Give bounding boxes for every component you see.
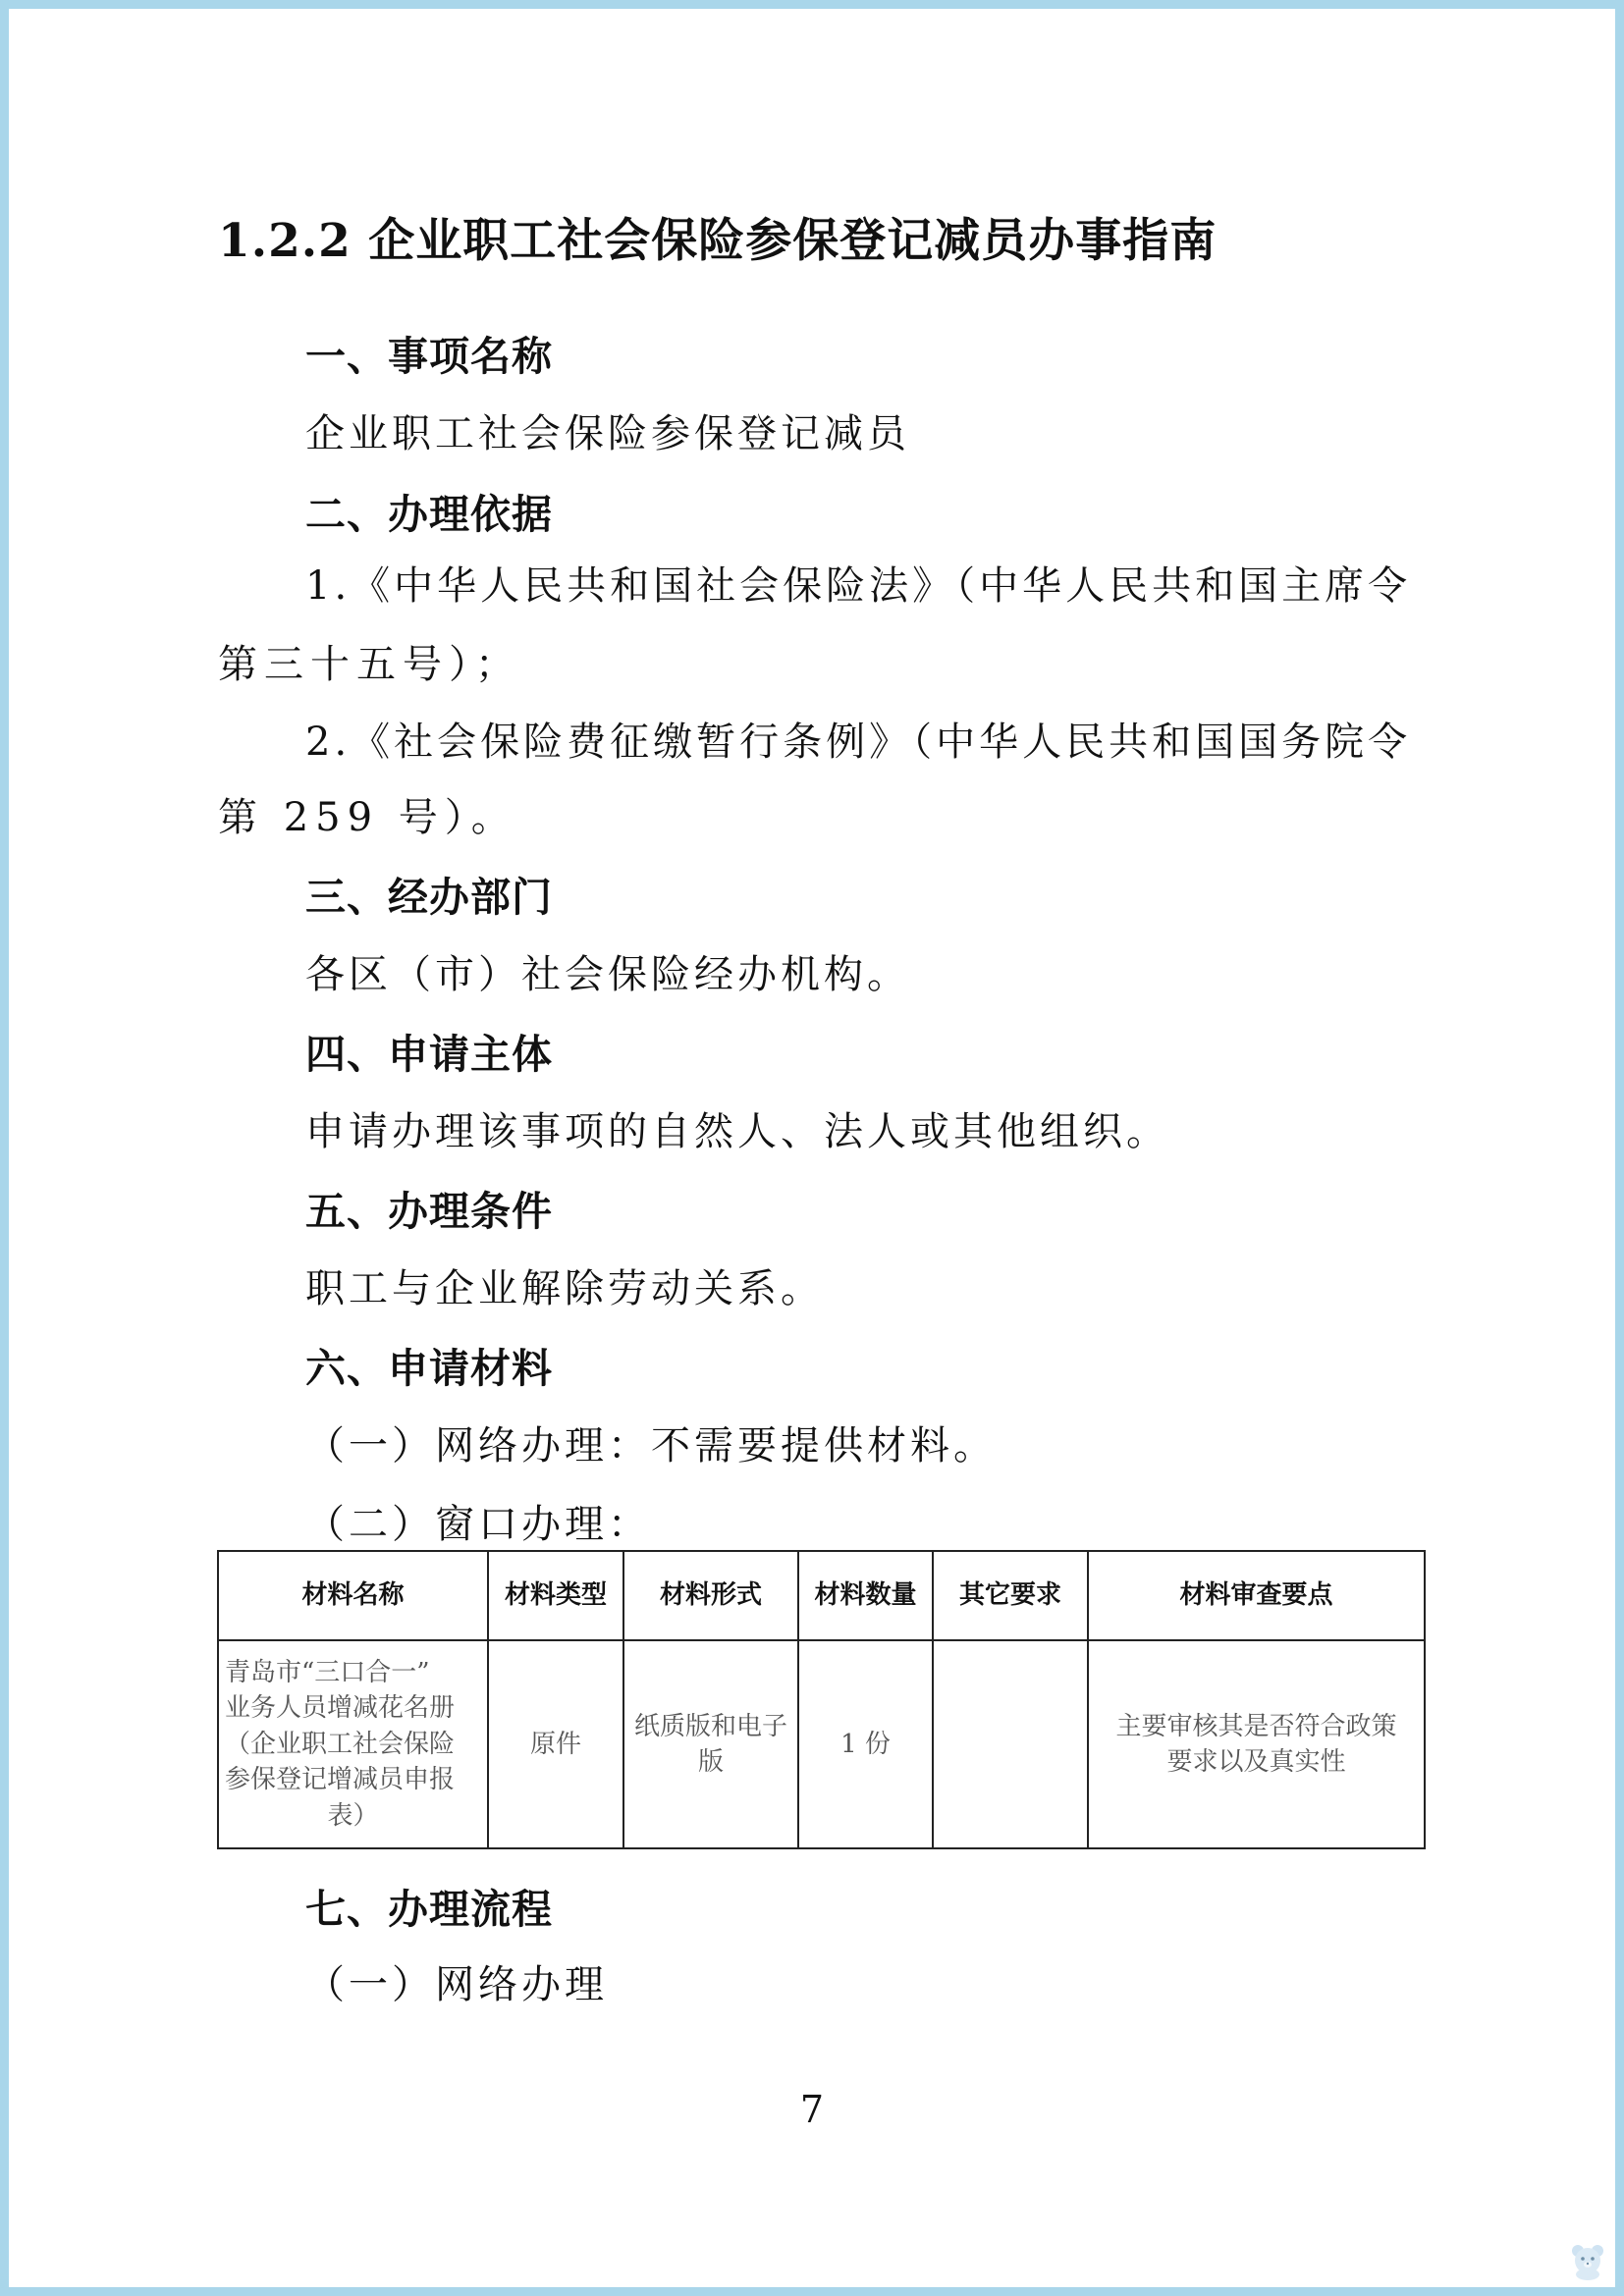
materials-table bbox=[217, 1550, 1426, 1849]
material-name-line: 青岛市“三口合一” bbox=[225, 1658, 430, 1688]
section-heading-1: 一、事项名称 bbox=[305, 333, 553, 380]
cell-material-type: 原件 bbox=[488, 1640, 623, 1848]
page-number: 7 bbox=[799, 2088, 825, 2131]
cell-other-requirements bbox=[933, 1640, 1088, 1848]
section-heading-3: 三、经办部门 bbox=[305, 874, 553, 921]
section-heading-4: 四、申请主体 bbox=[305, 1031, 553, 1078]
material-name-line: （企业职工社会保险 bbox=[225, 1729, 456, 1759]
review-line: 主要审核其是否符合政策 bbox=[1115, 1711, 1397, 1741]
page-title: 1.2.2 企业职工社会保险参保登记减员办事指南 bbox=[218, 214, 1218, 268]
cell-material-name bbox=[218, 1640, 488, 1848]
basis-line-1-cont: 第三十五号）； bbox=[218, 642, 521, 687]
cell-review-points bbox=[1088, 1640, 1425, 1848]
review-line: 要求以及真实性 bbox=[1166, 1747, 1346, 1777]
online-materials-text: （一）网络办理：不需要提供材料。 bbox=[305, 1423, 997, 1468]
header-material-name: 材料名称 bbox=[218, 1551, 488, 1640]
section-5-text: 职工与企业解除劳动关系。 bbox=[305, 1266, 824, 1311]
basis-line-1: 1.《中华人民共和国社会保险法》（中华人民共和国主席令 bbox=[305, 563, 1412, 609]
window-materials-text: （二）窗口办理： bbox=[305, 1502, 651, 1547]
header-material-form: 材料形式 bbox=[623, 1551, 798, 1640]
section-heading-2: 二、办理依据 bbox=[305, 491, 553, 538]
material-name-line: 业务人员增减花名册 bbox=[225, 1693, 456, 1724]
cell-material-form bbox=[623, 1640, 798, 1848]
material-form-line: 纸质版和电子 bbox=[633, 1711, 787, 1741]
table-header-row bbox=[218, 1551, 1425, 1640]
section-heading-7: 七、办理流程 bbox=[305, 1886, 553, 1933]
basis-line-2: 2.《社会保险费征缴暂行条例》（中华人民共和国国务院令 bbox=[305, 720, 1412, 765]
material-name-line: 表） bbox=[327, 1800, 379, 1831]
basis-line-2-cont: 第 259 号）。 bbox=[218, 795, 517, 840]
header-review-points: 材料审查要点 bbox=[1088, 1551, 1425, 1640]
section-1-text: 企业职工社会保险参保登记减员 bbox=[305, 411, 910, 456]
section-heading-5: 五、办理条件 bbox=[305, 1188, 553, 1235]
section-heading-6: 六、申请材料 bbox=[305, 1345, 553, 1392]
section-3-text: 各区（市）社会保险经办机构。 bbox=[305, 952, 910, 997]
header-material-quantity: 材料数量 bbox=[798, 1551, 933, 1640]
bear-logo-icon bbox=[1568, 2241, 1607, 2280]
header-material-type: 材料类型 bbox=[488, 1551, 623, 1640]
material-name-line: 参保登记增减员申报 bbox=[225, 1765, 456, 1795]
cell-material-quantity: 1 份 bbox=[798, 1640, 933, 1848]
online-process-text: （一）网络办理 bbox=[305, 1962, 608, 2007]
section-4-text: 申请办理该事项的自然人、法人或其他组织。 bbox=[305, 1109, 1169, 1154]
material-form-line: 版 bbox=[697, 1747, 724, 1777]
table-row bbox=[218, 1640, 1425, 1848]
header-other-requirements: 其它要求 bbox=[933, 1551, 1088, 1640]
